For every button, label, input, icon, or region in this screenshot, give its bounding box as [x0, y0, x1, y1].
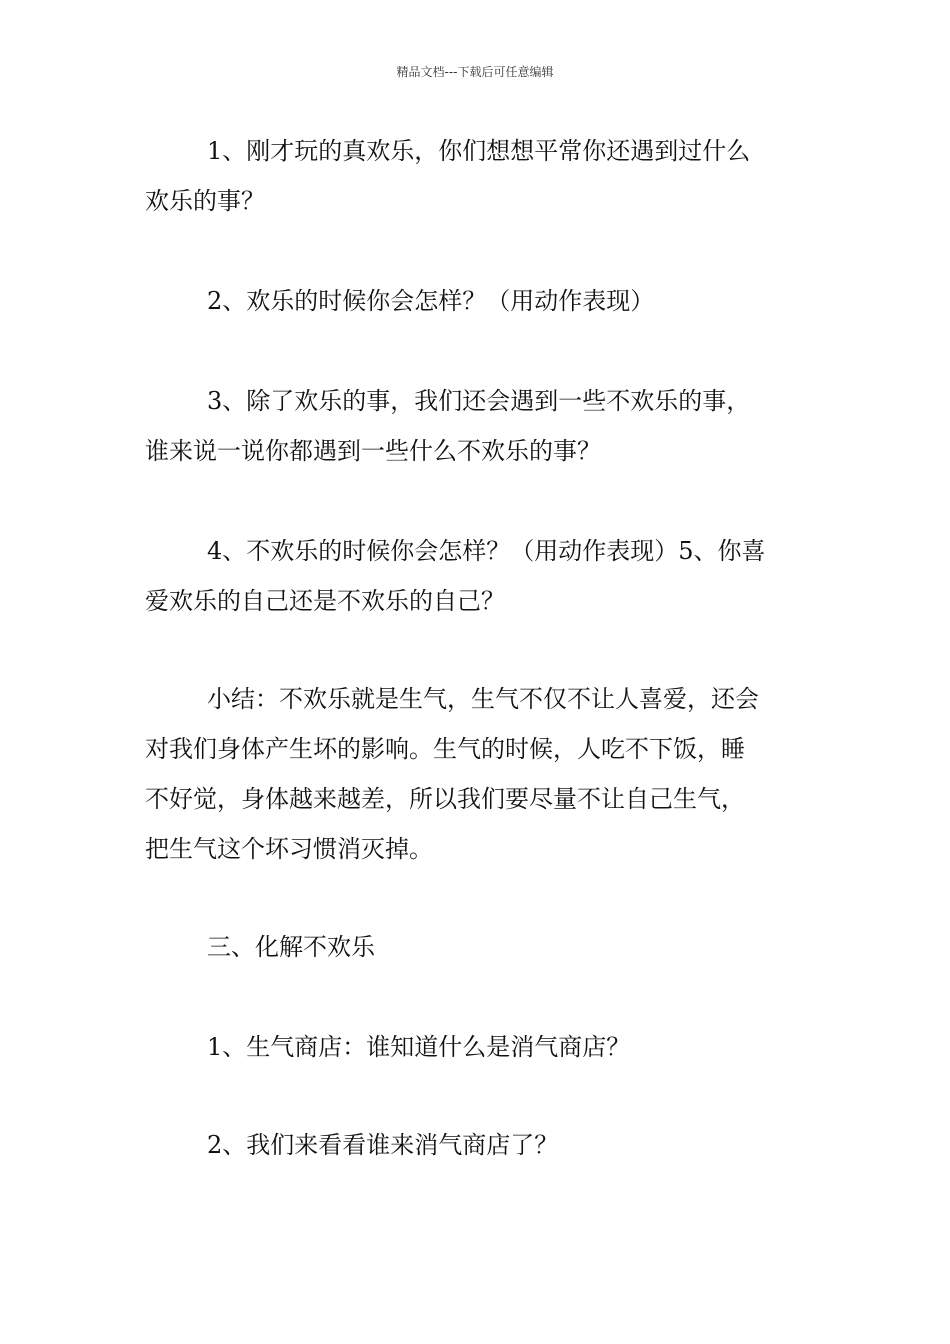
paragraph-line: 1、刚才玩的真欢乐，你们想想平常你还遇到过什么 [207, 137, 751, 165]
paragraph-line: 欢乐的事？ [145, 187, 265, 215]
paragraph-line: 1、生气商店：谁知道什么是消气商店？ [207, 1033, 631, 1061]
paragraph-line: 三、化解不欢乐 [207, 933, 375, 961]
paragraph-line: 3、除了欢乐的事，我们还会遇到一些不欢乐的事， [207, 387, 751, 415]
paragraph-5 [145, 1022, 810, 1072]
paragraph-2 [145, 276, 810, 326]
paragraph-3 [145, 376, 810, 476]
paragraph-line: 谁来说一说你都遇到一些什么不欢乐的事？ [145, 437, 601, 465]
section-heading [145, 922, 810, 972]
paragraph-line: 小结：不欢乐就是生气，生气不仅不让人喜爱，还会 [207, 685, 759, 713]
paragraph-line: 对我们身体产生坏的影响。生气的时候，人吃不下饭，睡 [145, 735, 745, 763]
paragraph-line: 4、不欢乐的时候你会怎样？（用动作表现）5、你喜 [207, 537, 766, 565]
paragraph-6 [145, 1120, 810, 1170]
paragraph-line: 爱欢乐的自己还是不欢乐的自己？ [145, 587, 505, 615]
paragraph-line: 不好觉，身体越来越差，所以我们要尽量不让自己生气， [145, 785, 745, 813]
paragraph-4 [145, 526, 810, 626]
paragraph-line: 把生气这个坏习惯消灭掉。 [145, 835, 433, 863]
page-header: 精品文档---下载后可任意编辑 [396, 65, 554, 79]
paragraph-line: 2、我们来看看谁来消气商店了？ [207, 1131, 559, 1159]
paragraph-1 [145, 126, 810, 226]
paragraph-summary [145, 674, 810, 874]
paragraph-line: 2、欢乐的时候你会怎样？（用动作表现） [207, 287, 655, 315]
